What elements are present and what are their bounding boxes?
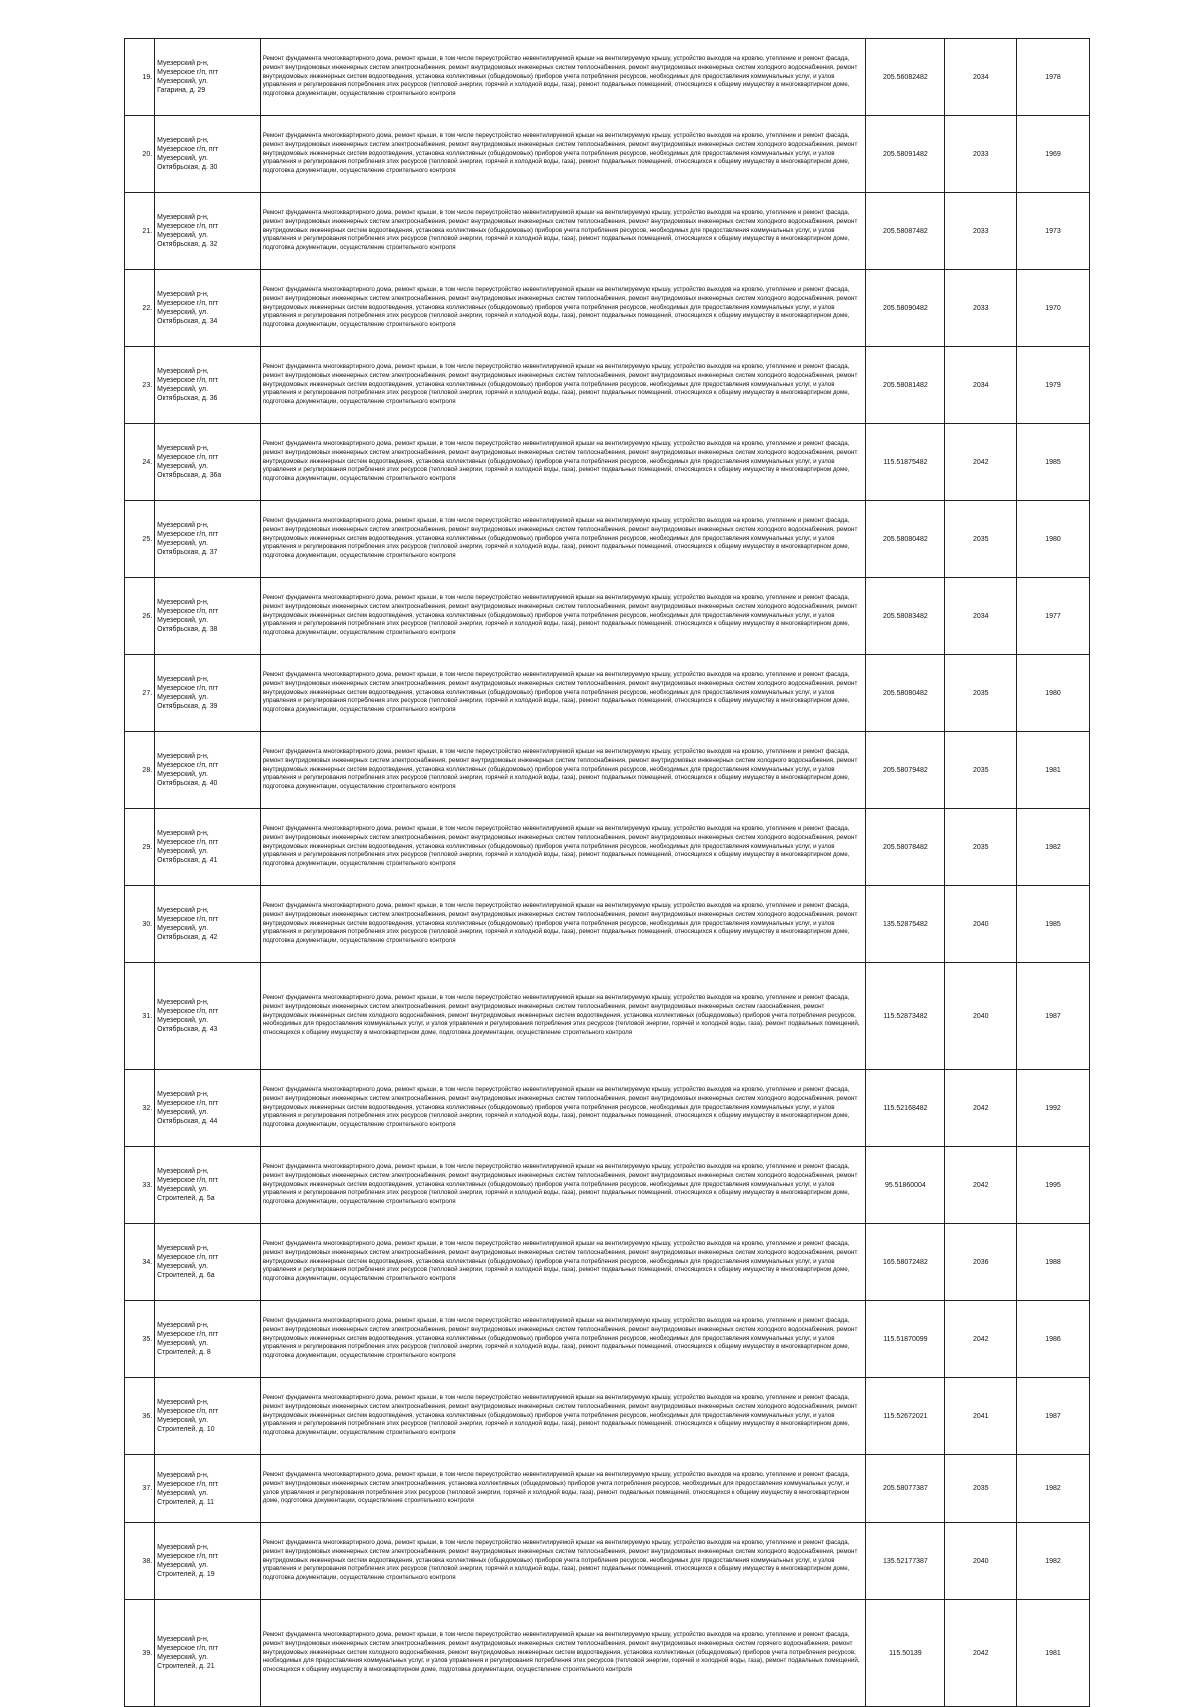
- cost-cell: 115.50139: [866, 1600, 945, 1707]
- planned-year-cell: 2036: [945, 1224, 1017, 1301]
- build-year-cell: 1987: [1017, 1378, 1090, 1455]
- build-year-cell: 1982: [1017, 1455, 1090, 1523]
- cost-cell: 205.58078482: [866, 809, 945, 886]
- works-description-cell: Ремонт фундамента многоквартирного дома, ремонт крыши, в том числе переустройство невентилируемой крыши на вентилируемую крышу, устройство выходов на кровлю, утепление и ремонт фасада, ремонт внутридомовых инженерных систем электроснабжения, ремонт внутридомовых инженерных систем теплоснабжения, ремонт внутридомовых инженерных систем холодного водоснабжения, ремонт внутридомовых инженерных систем водоотведения, установка коллективных (общедомовых) приборов учета потребления ресурсов, необходимых для предоставления коммунальных услуг, и узлов управления и регулирования потребления этих ресурсов (тепловой энергии, горячей и холодной воды, газа), ремонт подвальных помещений, относящихся к общему имуществу в многоквартирном доме, подготовка документации, осуществление строительного контроля: [260, 424, 866, 501]
- row-number: 35.: [125, 1301, 155, 1378]
- address-cell: Муезерский р-н, Муезерское г/п, пгт Муезерский, ул. Октябрьская, д. 43: [155, 963, 261, 1070]
- repair-schedule-table: [124, 38, 1090, 1707]
- cost-cell: 205.58091482: [866, 116, 945, 193]
- planned-year-cell: 2035: [945, 501, 1017, 578]
- table-row: [125, 1600, 1090, 1707]
- planned-year-cell: 2040: [945, 1523, 1017, 1600]
- row-number: 34.: [125, 1224, 155, 1301]
- row-number: 21.: [125, 193, 155, 270]
- build-year-cell: 1992: [1017, 1070, 1090, 1147]
- cost-cell: 115.51870099: [866, 1301, 945, 1378]
- table-body: [125, 39, 1090, 1707]
- table-row: [125, 1523, 1090, 1600]
- build-year-cell: 1995: [1017, 1147, 1090, 1224]
- table-row: [125, 347, 1090, 424]
- address-cell: Муезерский р-н, Муезерское г/п, пгт Муезерский, ул. Октябрьская, д. 39: [155, 655, 261, 732]
- cost-cell: 205.58087482: [866, 193, 945, 270]
- build-year-cell: 1969: [1017, 116, 1090, 193]
- table-row: [125, 886, 1090, 963]
- cost-cell: 165.58072482: [866, 1224, 945, 1301]
- planned-year-cell: 2040: [945, 963, 1017, 1070]
- build-year-cell: 1980: [1017, 501, 1090, 578]
- works-description-cell: Ремонт фундамента многоквартирного дома, ремонт крыши, в том числе переустройство невентилируемой крыши на вентилируемую крышу, устройство выходов на кровлю, утепление и ремонт фасада, ремонт внутридомовых инженерных систем электроснабжения, ремонт внутридомовых инженерных систем теплоснабжения, ремонт внутридомовых инженерных систем холодного водоснабжения, ремонт внутридомовых инженерных систем водоотведения, установка коллективных (общедомовых) приборов учета потребления ресурсов, необходимых для предоставления коммунальных услуг, и узлов управления и регулирования потребления этих ресурсов (тепловой энергии, горячей и холодной воды, газа), ремонт подвальных помещений, относящихся к общему имуществу в многоквартирном доме, подготовка документации, осуществление строительного контроля: [260, 501, 866, 578]
- address-cell: Муезерский р-н, Муезерское г/п, пгт Муезерский, ул. Строителей, д. 21: [155, 1600, 261, 1707]
- address-cell: Муезерский р-н, Муезерское г/п, пгт Муезерский, ул. Октябрьская, д. 40: [155, 732, 261, 809]
- table-row: [125, 1147, 1090, 1224]
- address-cell: Муезерский р-н, Муезерское г/п, пгт Муезерский, ул. Строителей, д. 11: [155, 1455, 261, 1523]
- planned-year-cell: 2042: [945, 1147, 1017, 1224]
- build-year-cell: 1982: [1017, 809, 1090, 886]
- row-number: 32.: [125, 1070, 155, 1147]
- build-year-cell: 1973: [1017, 193, 1090, 270]
- build-year-cell: 1987: [1017, 963, 1090, 1070]
- address-cell: Муезерский р-н, Муезерское г/п, пгт Муезерский, ул. Строителей, д. 8: [155, 1301, 261, 1378]
- works-description-cell: Ремонт фундамента многоквартирного дома, ремонт крыши, в том числе переустройство невентилируемой крыши на вентилируемую крышу, устройство выходов на кровлю, утепление и ремонт фасада, ремонт внутридомовых инженерных систем электроснабжения, ремонт внутридомовых инженерных систем теплоснабжения, ремонт внутридомовых инженерных систем холодного водоснабжения, ремонт внутридомовых инженерных систем водоотведения, установка коллективных (общедомовых) приборов учета потребления ресурсов, необходимых для предоставления коммунальных услуг, и узлов управления и регулирования потребления этих ресурсов (тепловой энергии, горячей и холодной воды, газа), ремонт подвальных помещений, относящихся к общему имуществу в многоквартирном доме, подготовка документации, осуществление строительного контроля: [260, 578, 866, 655]
- build-year-cell: 1981: [1017, 732, 1090, 809]
- build-year-cell: 1985: [1017, 424, 1090, 501]
- works-description-cell: Ремонт фундамента многоквартирного дома, ремонт крыши, в том числе переустройство невентилируемой крыши на вентилируемую крышу, устройство выходов на кровлю, утепление и ремонт фасада, ремонт внутридомовых инженерных систем электроснабжения, ремонт внутридомовых инженерных систем теплоснабжения, ремонт внутридомовых инженерных систем газоснабжения, ремонт внутридомовых инженерных систем холодного водоснабжения, ремонт внутридомовых инженерных систем водоотведения, установка коллективных (общедомовых) приборов учета потребления ресурсов, необходимых для предоставления коммунальных услуг, и узлов управления и регулирования потребления этих ресурсов (тепловой энергии, горячей и холодной воды, газа), ремонт подвальных помещений, относящихся к общему имуществу в многоквартирном доме, подготовка документации, осуществление строительного контроля: [260, 963, 866, 1070]
- cost-cell: 115.51875482: [866, 424, 945, 501]
- cost-cell: 115.52168482: [866, 1070, 945, 1147]
- works-description-cell: Ремонт фундамента многоквартирного дома, ремонт крыши, в том числе переустройство невентилируемой крыши на вентилируемую крышу, устройство выходов на кровлю, утепление и ремонт фасада, ремонт внутридомовых инженерных систем электроснабжения, ремонт внутридомовых инженерных систем теплоснабжения, ремонт внутридомовых инженерных систем холодного водоснабжения, ремонт внутридомовых инженерных систем водоотведения, установка коллективных (общедомовых) приборов учета потребления ресурсов, необходимых для предоставления коммунальных услуг, и узлов управления и регулирования потребления этих ресурсов (тепловой энергии, горячей и холодной воды, газа), ремонт подвальных помещений, относящихся к общему имуществу в многоквартирном доме, подготовка документации, осуществление строительного контроля: [260, 347, 866, 424]
- address-cell: Муезерский р-н, Муезерское г/п, пгт Муезерский, ул. Октябрьская, д. 38: [155, 578, 261, 655]
- planned-year-cell: 2041: [945, 1378, 1017, 1455]
- planned-year-cell: 2033: [945, 116, 1017, 193]
- table-row: [125, 193, 1090, 270]
- row-number: 28.: [125, 732, 155, 809]
- planned-year-cell: 2034: [945, 39, 1017, 116]
- build-year-cell: 1977: [1017, 578, 1090, 655]
- build-year-cell: 1978: [1017, 39, 1090, 116]
- address-cell: Муезерский р-н, Муезерское г/п, пгт Муезерский, ул. Октябрьская, д. 42: [155, 886, 261, 963]
- planned-year-cell: 2040: [945, 886, 1017, 963]
- row-number: 36.: [125, 1378, 155, 1455]
- row-number: 37.: [125, 1455, 155, 1523]
- document-sheet: [124, 38, 1090, 1707]
- address-cell: Муезерский р-н, Муезерское г/п, пгт Муезерский, ул. Октябрьская, д. 44: [155, 1070, 261, 1147]
- build-year-cell: 1985: [1017, 886, 1090, 963]
- table-row: [125, 116, 1090, 193]
- works-description-cell: Ремонт фундамента многоквартирного дома, ремонт крыши, в том числе переустройство невентилируемой крыши на вентилируемую крышу, устройство выходов на кровлю, утепление и ремонт фасада, ремонт внутридомовых инженерных систем электроснабжения, ремонт внутридомовых инженерных систем теплоснабжения, ремонт внутридомовых инженерных систем холодного водоснабжения, ремонт внутридомовых инженерных систем водоотведения, установка коллективных (общедомовых) приборов учета потребления ресурсов, необходимых для предоставления коммунальных услуг, и узлов управления и регулирования потребления этих ресурсов (тепловой энергии, горячей и холодной воды, газа), ремонт подвальных помещений, относящихся к общему имуществу в многоквартирном доме, подготовка документации, осуществление строительного контроля: [260, 1224, 866, 1301]
- cost-cell: 135.52177387: [866, 1523, 945, 1600]
- build-year-cell: 1982: [1017, 1523, 1090, 1600]
- address-cell: Муезерский р-н, Муезерское г/п, пгт Муезерский, ул. Октябрьская, д. 32: [155, 193, 261, 270]
- cost-cell: 205.56082482: [866, 39, 945, 116]
- planned-year-cell: 2042: [945, 424, 1017, 501]
- works-description-cell: Ремонт фундамента многоквартирного дома, ремонт крыши, в том числе переустройство невентилируемой крыши на вентилируемую крышу, устройство выходов на кровлю, утепление и ремонт фасада, ремонт внутридомовых инженерных систем электроснабжения, ремонт внутридомовых инженерных систем теплоснабжения, ремонт внутридомовых инженерных систем холодного водоснабжения, ремонт внутридомовых инженерных систем водоотведения, установка коллективных (общедомовых) приборов учета потребления ресурсов, необходимых для предоставления коммунальных услуг, и узлов управления и регулирования потребления этих ресурсов (тепловой энергии, горячей и холодной воды, газа), ремонт подвальных помещений, относящихся к общему имуществу в многоквартирном доме, подготовка документации, осуществление строительного контроля: [260, 732, 866, 809]
- works-description-cell: Ремонт фундамента многоквартирного дома, ремонт крыши, в том числе переустройство невентилируемой крыши на вентилируемую крышу, устройство выходов на кровлю, утепление и ремонт фасада, ремонт внутридомовых инженерных систем электроснабжения, ремонт внутридомовых инженерных систем теплоснабжения, ремонт внутридомовых инженерных систем холодного водоснабжения, ремонт внутридомовых инженерных систем водоотведения, установка коллективных (общедомовых) приборов учета потребления ресурсов, необходимых для предоставления коммунальных услуг, и узлов управления и регулирования потребления этих ресурсов (тепловой энергии, горячей и холодной воды, газа), ремонт подвальных помещений, относящихся к общему имуществу в многоквартирном доме, подготовка документации, осуществление строительного контроля: [260, 193, 866, 270]
- cost-cell: 115.52873482: [866, 963, 945, 1070]
- build-year-cell: 1980: [1017, 655, 1090, 732]
- build-year-cell: 1986: [1017, 1301, 1090, 1378]
- address-cell: Муезерский р-н, Муезерское г/п, пгт Муезерский, ул. Октябрьская, д. 37: [155, 501, 261, 578]
- row-number: 26.: [125, 578, 155, 655]
- works-description-cell: Ремонт фундамента многоквартирного дома, ремонт крыши, в том числе переустройство невентилируемой крыши на вентилируемую крышу, устройство выходов на кровлю, утепление и ремонт фасада, ремонт внутридомовых инженерных систем электроснабжения, ремонт внутридомовых инженерных систем теплоснабжения, ремонт внутридомовых инженерных систем холодного водоснабжения, ремонт внутридомовых инженерных систем водоотведения, установка коллективных (общедомовых) приборов учета потребления ресурсов, необходимых для предоставления коммунальных услуг, и узлов управления и регулирования потребления этих ресурсов (тепловой энергии, горячей и холодной воды, газа), ремонт подвальных помещений, относящихся к общему имуществу в многоквартирном доме, подготовка документации, осуществление строительного контроля: [260, 1147, 866, 1224]
- address-cell: Муезерский р-н, Муезерское г/п, пгт Муезерский, ул. Октябрьская, д. 34: [155, 270, 261, 347]
- cost-cell: 205.58077387: [866, 1455, 945, 1523]
- row-number: 25.: [125, 501, 155, 578]
- works-description-cell: Ремонт фундамента многоквартирного дома, ремонт крыши, в том числе переустройство невентилируемой крыши на вентилируемую крышу, устройство выходов на кровлю, утепление и ремонт фасада, ремонт внутридомовых инженерных систем электроснабжения, ремонт внутридомовых инженерных систем теплоснабжения, ремонт внутридомовых инженерных систем холодного водоснабжения, ремонт внутридомовых инженерных систем водоотведения, установка коллективных (общедомовых) приборов учета потребления ресурсов, необходимых для предоставления коммунальных услуг, и узлов управления и регулирования потребления этих ресурсов (тепловой энергии, горячей и холодной воды, газа), ремонт подвальных помещений, относящихся к общему имуществу в многоквартирном доме, подготовка документации, осуществление строительного контроля: [260, 39, 866, 116]
- table-row: [125, 1301, 1090, 1378]
- address-cell: Муезерский р-н, Муезерское г/п, пгт Муезерский, ул. Строителей, д. 6а: [155, 1224, 261, 1301]
- row-number: 31.: [125, 963, 155, 1070]
- cost-cell: 205.58090482: [866, 270, 945, 347]
- build-year-cell: 1979: [1017, 347, 1090, 424]
- build-year-cell: 1970: [1017, 270, 1090, 347]
- address-cell: Муезерский р-н, Муезерское г/п, пгт Муезерский, ул. Октябрьская, д. 41: [155, 809, 261, 886]
- planned-year-cell: 2033: [945, 193, 1017, 270]
- works-description-cell: Ремонт фундамента многоквартирного дома, ремонт крыши, в том числе переустройство невентилируемой крыши на вентилируемую крышу, устройство выходов на кровлю, утепление и ремонт фасада, ремонт внутридомовых инженерных систем электроснабжения, ремонт внутридомовых инженерных систем теплоснабжения, ремонт внутридомовых инженерных систем холодного водоснабжения, ремонт внутридомовых инженерных систем водоотведения, установка коллективных (общедомовых) приборов учета потребления ресурсов, необходимых для предоставления коммунальных услуг, и узлов управления и регулирования потребления этих ресурсов (тепловой энергии, горячей и холодной воды, газа), ремонт подвальных помещений, относящихся к общему имуществу в многоквартирном доме, подготовка документации, осуществление строительного контроля: [260, 886, 866, 963]
- cost-cell: 205.58083482: [866, 578, 945, 655]
- works-description-cell: Ремонт фундамента многоквартирного дома, ремонт крыши, в том числе переустройство невентилируемой крыши на вентилируемую крышу, устройство выходов на кровлю, утепление и ремонт фасада, ремонт внутридомовых инженерных систем электроснабжения, ремонт внутридомовых инженерных систем теплоснабжения, ремонт внутридомовых инженерных систем холодного водоснабжения, ремонт внутридомовых инженерных систем водоотведения, установка коллективных (общедомовых) приборов учета потребления ресурсов, необходимых для предоставления коммунальных услуг, и узлов управления и регулирования потребления этих ресурсов (тепловой энергии, горячей и холодной воды, газа), ремонт подвальных помещений, относящихся к общему имуществу в многоквартирном доме, подготовка документации, осуществление строительного контроля: [260, 270, 866, 347]
- row-number: 20.: [125, 116, 155, 193]
- cost-cell: 205.58079482: [866, 732, 945, 809]
- table-row: [125, 1455, 1090, 1523]
- works-description-cell: Ремонт фундамента многоквартирного дома, ремонт крыши, в том числе переустройство невентилируемой крыши на вентилируемую крышу, устройство выходов на кровлю, утепление и ремонт фасада, ремонт внутридомовых инженерных систем электроснабжения, установка коллективных (общедомовых) приборов учета потребления ресурсов, необходимых для предоставления коммунальных услуг, и узлов управления и регулирования потребления этих ресурсов (тепловой энергии, горячей и холодной воды, газа), ремонт подвальных помещений, относящихся к общему имуществу в многоквартирном доме, подготовка документации, осуществление строительного контроля: [260, 1455, 866, 1523]
- cost-cell: 135.52875482: [866, 886, 945, 963]
- address-cell: Муезерский р-н, Муезерское г/п, пгт Муезерский, ул. Строителей, д. 10: [155, 1378, 261, 1455]
- build-year-cell: 1981: [1017, 1600, 1090, 1707]
- works-description-cell: Ремонт фундамента многоквартирного дома, ремонт крыши, в том числе переустройство невентилируемой крыши на вентилируемую крышу, устройство выходов на кровлю, утепление и ремонт фасада, ремонт внутридомовых инженерных систем электроснабжения, ремонт внутридомовых инженерных систем теплоснабжения, ремонт внутридомовых инженерных систем холодного водоснабжения, ремонт внутридомовых инженерных систем водоотведения, установка коллективных (общедомовых) приборов учета потребления ресурсов, необходимых для предоставления коммунальных услуг, и узлов управления и регулирования потребления этих ресурсов (тепловой энергии, горячей и холодной воды, газа), ремонт подвальных помещений, относящихся к общему имуществу в многоквартирном доме, подготовка документации, осуществление строительного контроля: [260, 809, 866, 886]
- cost-cell: 205.58080482: [866, 501, 945, 578]
- build-year-cell: 1988: [1017, 1224, 1090, 1301]
- table-row: [125, 1224, 1090, 1301]
- planned-year-cell: 2035: [945, 732, 1017, 809]
- table-row: [125, 270, 1090, 347]
- planned-year-cell: 2042: [945, 1600, 1017, 1707]
- row-number: 39.: [125, 1600, 155, 1707]
- planned-year-cell: 2035: [945, 1455, 1017, 1523]
- cost-cell: 95.51860004: [866, 1147, 945, 1224]
- cost-cell: 205.58080482: [866, 655, 945, 732]
- planned-year-cell: 2033: [945, 270, 1017, 347]
- row-number: 24.: [125, 424, 155, 501]
- table-row: [125, 732, 1090, 809]
- row-number: 38.: [125, 1523, 155, 1600]
- address-cell: Муезерский р-н, Муезерское г/п, пгт Муезерский, ул. Строителей, д. 19: [155, 1523, 261, 1600]
- row-number: 27.: [125, 655, 155, 732]
- address-cell: Муезерский р-н, Муезерское г/п, пгт Муезерский, ул. Октябрьская, д. 36: [155, 347, 261, 424]
- address-cell: Муезерский р-н, Муезерское г/п, пгт Муезерский, ул. Строителей, д. 5а: [155, 1147, 261, 1224]
- works-description-cell: Ремонт фундамента многоквартирного дома, ремонт крыши, в том числе переустройство невентилируемой крыши на вентилируемую крышу, устройство выходов на кровлю, утепление и ремонт фасада, ремонт внутридомовых инженерных систем электроснабжения, ремонт внутридомовых инженерных систем теплоснабжения, ремонт внутридомовых инженерных систем холодного водоснабжения, ремонт внутридомовых инженерных систем водоотведения, установка коллективных (общедомовых) приборов учета потребления ресурсов, необходимых для предоставления коммунальных услуг, и узлов управления и регулирования потребления этих ресурсов (тепловой энергии, горячей и холодной воды, газа), ремонт подвальных помещений, относящихся к общему имуществу в многоквартирном доме, подготовка документации, осуществление строительного контроля: [260, 116, 866, 193]
- table-row: [125, 1070, 1090, 1147]
- row-number: 23.: [125, 347, 155, 424]
- works-description-cell: Ремонт фундамента многоквартирного дома, ремонт крыши, в том числе переустройство невентилируемой крыши на вентилируемую крышу, устройство выходов на кровлю, утепление и ремонт фасада, ремонт внутридомовых инженерных систем электроснабжения, ремонт внутридомовых инженерных систем теплоснабжения, ремонт внутридомовых инженерных систем горячего водоснабжения, ремонт внутридомовых инженерных систем холодного водоснабжения, ремонт внутридомовых инженерных систем водоотведения, установка коллективных (общедомовых) приборов учета потребления ресурсов, необходимых для предоставления коммунальных услуг, и узлов управления и регулирования потребления этих ресурсов (тепловой энергии, горячей и холодной воды, газа), ремонт подвальных помещений, относящихся к общему имуществу в многоквартирном доме, подготовка документации, осуществление строительного контроля: [260, 1600, 866, 1707]
- works-description-cell: Ремонт фундамента многоквартирного дома, ремонт крыши, в том числе переустройство невентилируемой крыши на вентилируемую крышу, устройство выходов на кровлю, утепление и ремонт фасада, ремонт внутридомовых инженерных систем электроснабжения, ремонт внутридомовых инженерных систем теплоснабжения, ремонт внутридомовых инженерных систем холодного водоснабжения, ремонт внутридомовых инженерных систем водоотведения, установка коллективных (общедомовых) приборов учета потребления ресурсов, необходимых для предоставления коммунальных услуг, и узлов управления и регулирования потребления этих ресурсов (тепловой энергии, горячей и холодной воды, газа), ремонт подвальных помещений, относящихся к общему имуществу в многоквартирном доме, подготовка документации, осуществление строительного контроля: [260, 1378, 866, 1455]
- cost-cell: 205.58081482: [866, 347, 945, 424]
- address-cell: Муезерский р-н, Муезерское г/п, пгт Муезерский, ул. Гагарина, д. 29: [155, 39, 261, 116]
- address-cell: Муезерский р-н, Муезерское г/п, пгт Муезерский, ул. Октябрьская, д. 36а: [155, 424, 261, 501]
- planned-year-cell: 2042: [945, 1070, 1017, 1147]
- works-description-cell: Ремонт фундамента многоквартирного дома, ремонт крыши, в том числе переустройство невентилируемой крыши на вентилируемую крышу, устройство выходов на кровлю, утепление и ремонт фасада, ремонт внутридомовых инженерных систем электроснабжения, ремонт внутридомовых инженерных систем теплоснабжения, ремонт внутридомовых инженерных систем холодного водоснабжения, ремонт внутридомовых инженерных систем водоотведения, установка коллективных (общедомовых) приборов учета потребления ресурсов, необходимых для предоставления коммунальных услуг, и узлов управления и регулирования потребления этих ресурсов (тепловой энергии, горячей и холодной воды, газа), ремонт подвальных помещений, относящихся к общему имуществу в многоквартирном доме, подготовка документации, осуществление строительного контроля: [260, 655, 866, 732]
- table-row: [125, 655, 1090, 732]
- table-row: [125, 963, 1090, 1070]
- table-row: [125, 424, 1090, 501]
- works-description-cell: Ремонт фундамента многоквартирного дома, ремонт крыши, в том числе переустройство невентилируемой крыши на вентилируемую крышу, устройство выходов на кровлю, утепление и ремонт фасада, ремонт внутридомовых инженерных систем электроснабжения, ремонт внутридомовых инженерных систем теплоснабжения, ремонт внутридомовых инженерных систем холодного водоснабжения, ремонт внутридомовых инженерных систем водоотведения, установка коллективных (общедомовых) приборов учета потребления ресурсов, необходимых для предоставления коммунальных услуг, и узлов управления и регулирования потребления этих ресурсов (тепловой энергии, горячей и холодной воды, газа), ремонт подвальных помещений, относящихся к общему имуществу в многоквартирном доме, подготовка документации, осуществление строительного контроля: [260, 1523, 866, 1600]
- planned-year-cell: 2034: [945, 347, 1017, 424]
- row-number: 19.: [125, 39, 155, 116]
- row-number: 30.: [125, 886, 155, 963]
- table-row: [125, 809, 1090, 886]
- cost-cell: 115.52672021: [866, 1378, 945, 1455]
- table-row: [125, 1378, 1090, 1455]
- row-number: 22.: [125, 270, 155, 347]
- works-description-cell: Ремонт фундамента многоквартирного дома, ремонт крыши, в том числе переустройство невентилируемой крыши на вентилируемую крышу, устройство выходов на кровлю, утепление и ремонт фасада, ремонт внутридомовых инженерных систем электроснабжения, ремонт внутридомовых инженерных систем теплоснабжения, ремонт внутридомовых инженерных систем холодного водоснабжения, ремонт внутридомовых инженерных систем водоотведения, установка коллективных (общедомовых) приборов учета потребления ресурсов, необходимых для предоставления коммунальных услуг, и узлов управления и регулирования потребления этих ресурсов (тепловой энергии, горячей и холодной воды, газа), ремонт подвальных помещений, относящихся к общему имуществу в многоквартирном доме, подготовка документации, осуществление строительного контроля: [260, 1070, 866, 1147]
- table-row: [125, 501, 1090, 578]
- planned-year-cell: 2042: [945, 1301, 1017, 1378]
- planned-year-cell: 2035: [945, 655, 1017, 732]
- table-row: [125, 39, 1090, 116]
- address-cell: Муезерский р-н, Муезерское г/п, пгт Муезерский, ул. Октябрьская, д. 30: [155, 116, 261, 193]
- row-number: 29.: [125, 809, 155, 886]
- works-description-cell: Ремонт фундамента многоквартирного дома, ремонт крыши, в том числе переустройство невентилируемой крыши на вентилируемую крышу, устройство выходов на кровлю, утепление и ремонт фасада, ремонт внутридомовых инженерных систем электроснабжения, ремонт внутридомовых инженерных систем теплоснабжения, ремонт внутридомовых инженерных систем холодного водоснабжения, ремонт внутридомовых инженерных систем водоотведения, установка коллективных (общедомовых) приборов учета потребления ресурсов, необходимых для предоставления коммунальных услуг, и узлов управления и регулирования потребления этих ресурсов (тепловой энергии, горячей и холодной воды, газа), ремонт подвальных помещений, относящихся к общему имуществу в многоквартирном доме, подготовка документации, осуществление строительного контроля: [260, 1301, 866, 1378]
- planned-year-cell: 2035: [945, 809, 1017, 886]
- table-row: [125, 578, 1090, 655]
- planned-year-cell: 2034: [945, 578, 1017, 655]
- row-number: 33.: [125, 1147, 155, 1224]
